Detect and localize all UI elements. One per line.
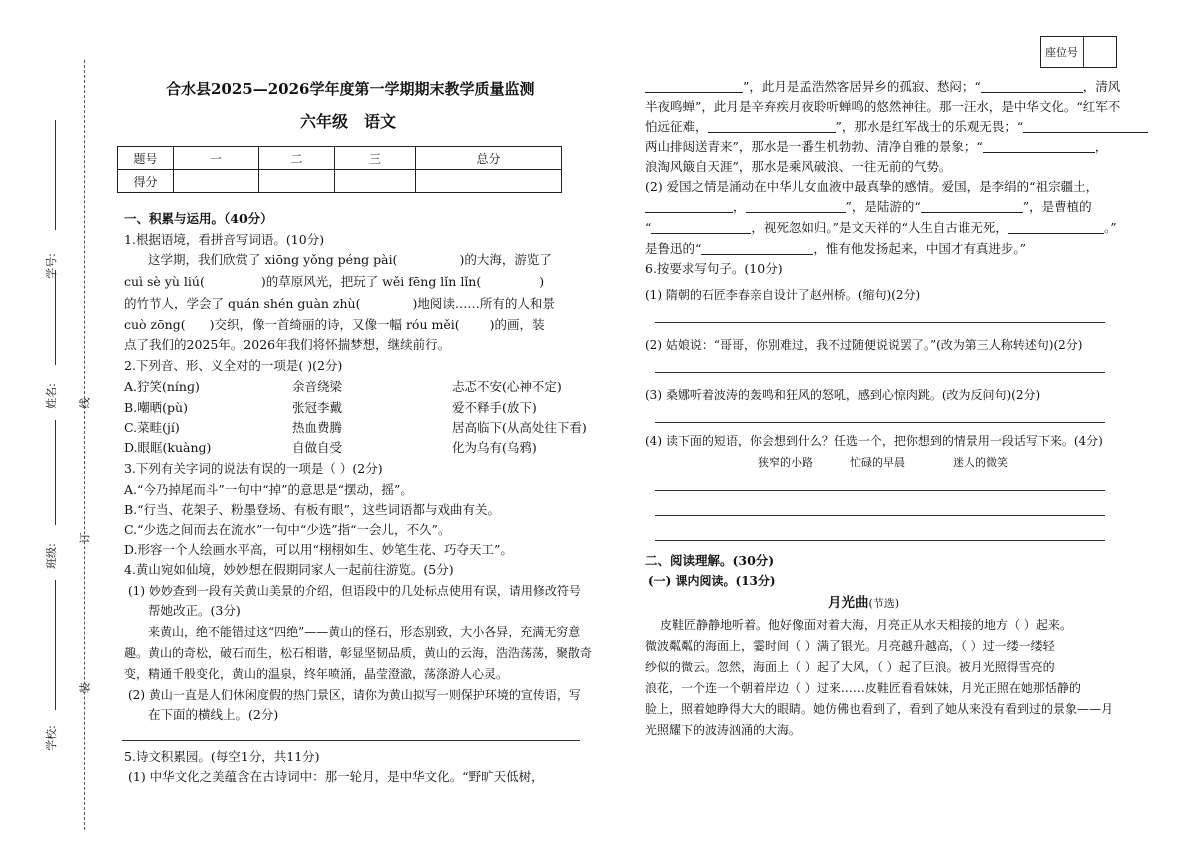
q4-passage-line1: 来黄山，绝不能错过这“四绝”——黄山的怪石，形态别致，大小各异，充满无穷意 [148, 625, 581, 639]
passage-line-5: 脸上，照着她睁得大大的眼睛。她仿佛也看到了，看到了她从来没有看到过的景象——月 [645, 702, 1114, 716]
q6-part4: (4) 读下面的短语，你会想到什么？任选一个，把你想到的情景用一段话写下来。(4分) [645, 434, 1103, 448]
answer-blank[interactable] [645, 80, 743, 93]
phrase-option-1: 狭窄的小路 [758, 456, 813, 469]
question-2: 2.下列音、形、义全对的一项是( )(2分) [124, 358, 343, 373]
q2-option-a2: 余音绕梁 [292, 379, 343, 394]
q6-part2-answer-line[interactable] [655, 372, 1105, 373]
q4-passage-line3: 变，精通千般变化，黄山的温泉，终年喷涌，晶莹澄澈，荡涤游人心灵。 [124, 667, 509, 681]
q4-part2-line1: (2) 黄山一直是人们休闲度假的热门景区，请你为黄山拟写一则保护环境的宣传语，写 [128, 688, 581, 702]
slogan-answer-line[interactable] [122, 740, 580, 741]
q6-part4-answer-line[interactable] [655, 515, 1105, 516]
answer-blank[interactable] [701, 242, 813, 255]
answer-blank[interactable] [746, 200, 846, 213]
q6-part3: (3) 桑娜听着波涛的轰鸣和狂风的怒吼，感到心惊肉跳。(改为反问句)(2分) [645, 388, 1041, 402]
q2-option-d2: 自做自受 [292, 440, 343, 455]
q3-option-b: B.“行当、花架子、粉墨登场、有板有眼”，这些词语都与戏曲有关。 [124, 502, 500, 517]
q4-part1-line1: (1) 妙妙查到一段有关黄山美景的介绍，但语段中的几处标点使用有误，请用修改符号 [128, 584, 581, 598]
exam-subtitle: 六年级 语文 [300, 112, 397, 131]
exam-title: 合水县2025—2026学年度第一学期期末教学质量监测 [166, 80, 535, 98]
answer-blank[interactable] [205, 276, 261, 288]
q4-part2-line2: 在下面的横线上。(2分) [148, 707, 279, 722]
class-label: 班级: [44, 543, 58, 569]
q3-option-d: D.形容一个人绘画水平高，可以用“栩栩如生、妙笔生花、巧夺天工”。 [124, 542, 513, 557]
score-table [117, 146, 562, 193]
q1-line-5: 点了我们的2025年。2026年我们将怀揣梦想，继续前行。 [124, 337, 451, 352]
patriotism-line-3: “ ，视死忽如归。”是文天祥的“人生自古谁无死， 。” [645, 220, 1117, 235]
student-id-line [55, 120, 56, 230]
binding-line [84, 60, 85, 830]
q6-part2: (2) 姑娘说：“哥哥，你别难过，我不过随便说说罢了。”(改为第三人称转述句)(2分) [645, 338, 1083, 352]
answer-blank[interactable] [481, 276, 539, 288]
seat-number-label: 座位号 [1045, 46, 1078, 59]
answer-blank[interactable] [651, 221, 751, 234]
q1-line-1: 这学期，我们欣赏了 xiōng yǒng péng pài( )的大海，游览了 [148, 252, 552, 267]
score-cell[interactable] [416, 170, 562, 193]
poem-line-5: 浪淘风簸自天涯”，那水是乘风破浪、一往无前的气势。 [645, 159, 952, 174]
seal-bind-char: 订 [78, 532, 92, 544]
q2-option-c2: 热血费腾 [292, 420, 343, 435]
q6-part1-answer-line[interactable] [655, 322, 1105, 323]
q2-option-a1: A.狞笑(nínɡ) [124, 379, 200, 394]
seat-number-box [1040, 36, 1117, 68]
seat-divider [1083, 37, 1084, 67]
section-2-part1: (一) 课内阅读。(13分) [648, 574, 776, 588]
answer-blank[interactable] [1023, 120, 1148, 133]
score-header-3: 三 [335, 147, 416, 170]
phrase-option-3: 迷人的微笑 [953, 456, 1008, 469]
answer-blank[interactable] [983, 140, 1095, 153]
passage-line-2: 微波粼粼的海面上，霎时间（ ）满了银光。月亮越升越高，（ ）过一缕一缕轻 [645, 639, 1055, 653]
patriotism-line-1: (2) 爱国之情是涌动在中华儿女血液中最真挚的感情。爱国，是李绢的“祖宗疆土， [645, 179, 1099, 194]
answer-blank[interactable] [708, 120, 836, 133]
q1-line-3: 的竹节人，学会了 quán shén guàn zhù( )地阅读……所有的人和景 [124, 296, 555, 311]
answer-blank[interactable] [1008, 221, 1104, 234]
poem-line-1: ”，此月是孟浩然客居异乡的孤寂、愁闷；“ ，清风 [645, 80, 1120, 94]
answer-blank[interactable] [460, 319, 490, 331]
passage-line-4: 浪花，一个连一个朝着岸边（ ）过来……皮鞋匠看看妹妹，月光正照在她那恬静的 [645, 681, 1081, 695]
q2-option-d3: 化为乌有(乌鸦) [452, 440, 537, 455]
q2-option-b1: B.嘲晒(pù) [124, 400, 188, 415]
patriotism-line-4: 是鲁迅的“ ，惟有他发扬起来，中国才有真进步。” [645, 241, 1027, 256]
q2-option-b3: 爱不释手(放下) [452, 400, 537, 415]
section-2-heading: 二、阅读理解。(30分) [645, 553, 775, 568]
q3-option-c: C.“少选之间而去在流水”一句中“少选”指“一会儿，不久”。 [124, 522, 451, 537]
q1-line-2: cuì sè yù liú( )的草原风光，把玩了 wěi fēng lǐn lǐn( ) [124, 274, 545, 289]
answer-blank[interactable] [921, 200, 1023, 213]
question-3: 3.下列有关字词的说法有误的一项是（ ）(2分) [124, 461, 383, 476]
q4-part1-line2: 帮她改正。(3分) [148, 603, 241, 618]
q4-passage-line2: 趣。黄山的奇松，破石而生，松石相谐，彰显坚韧品质，黄山的云海，浩浩荡荡，聚散奇 [124, 646, 593, 660]
answer-blank[interactable] [981, 80, 1083, 93]
seal-line-char: 线 [78, 397, 92, 409]
question-5: 5.诗文积累园。(每空1分，共11分) [124, 749, 320, 764]
q6-part4-answer-line[interactable] [655, 540, 1105, 541]
student-id-label: 学号: [44, 253, 58, 279]
score-cell[interactable] [174, 170, 259, 193]
phrase-option-2: 忙碌的早晨 [850, 456, 905, 469]
question-6: 6.按要求写句子。(10分) [645, 261, 783, 276]
score-row-label: 得分 [118, 170, 174, 193]
q2-option-c3: 居高临下(从高处往下看) [452, 420, 587, 435]
answer-blank[interactable] [397, 254, 459, 266]
score-header-total: 总分 [416, 147, 562, 170]
seal-fix-char: 装 [78, 682, 92, 694]
score-cell[interactable] [335, 170, 416, 193]
q6-part1: (1) 隋朝的石匠李春亲自设计了赵州桥。(缩句)(2分) [645, 288, 921, 302]
q3-option-a: A.“今乃掉尾而斗”一句中“掉”的意思是“摆动，摇”。 [124, 482, 413, 497]
name-label: 姓名: [44, 383, 58, 409]
score-header-item: 题号 [118, 147, 174, 170]
passage-title: 月光曲(节选) [828, 595, 900, 611]
q5-part1: (1) 中华文化之美蕴含在古诗词中：那一轮月，是中华文化。“野旷天低树， [128, 769, 544, 784]
school-label: 学校: [44, 725, 58, 751]
q1-line-4: cuò zōng( )交织，像一首绮丽的诗，又像一幅 róu měi( )的画，装 [124, 317, 545, 332]
passage-line-6: 光照耀下的波涛汹涌的大海。 [645, 723, 802, 737]
q6-part4-answer-line[interactable] [655, 490, 1105, 491]
question-1: 1.根据语境，看拼音写词语。(10分) [124, 232, 325, 247]
score-header-2: 二 [259, 147, 335, 170]
section-1-heading: 一、积累与运用。（40分） [124, 211, 273, 226]
q6-part3-answer-line[interactable] [655, 422, 1105, 423]
answer-blank[interactable] [645, 200, 733, 213]
q2-option-d1: D.眼眶(kuànɡ) [124, 440, 212, 455]
score-header-1: 一 [174, 147, 259, 170]
school-line [55, 580, 56, 710]
passage-line-1: 皮鞋匠静静地听着。他好像面对着大海，月亮正从水天相接的地方（ ）起来。 [660, 618, 1072, 632]
class-line [55, 420, 56, 525]
name-line [55, 270, 56, 365]
score-cell[interactable] [259, 170, 335, 193]
poem-line-2: 半夜鸣蝉”，此月是辛弃疾月夜聆听蝉鸣的悠然神往。那一汪水，是中华文化。“红军不 [645, 99, 1121, 114]
answer-blank[interactable] [186, 319, 210, 331]
q2-option-a3: 忐忑不安(心神不定) [452, 379, 562, 394]
q2-option-b2: 张冠李戴 [292, 400, 343, 415]
question-4: 4.黄山宛如仙境，妙妙想在假期同家人一起前往游览。(5分) [124, 562, 454, 577]
poem-line-3: 怕远征难， ”，那水是红军战士的乐观无畏；“ [645, 120, 1148, 134]
q2-option-c1: C.菜畦(jí) [124, 420, 180, 435]
passage-line-3: 纱似的微云。忽然，海面上（ ）起了大风，（ ）起了巨浪。被月光照得雪亮的 [645, 660, 1055, 674]
answer-blank[interactable] [360, 298, 412, 310]
patriotism-line-2: ， ”，是陆游的“ ”，是曹植的 [645, 200, 1092, 214]
poem-line-4: 两山排闼送青来”，那水是一番生机勃勃、清净自雅的景象；“ ， [645, 139, 1108, 154]
